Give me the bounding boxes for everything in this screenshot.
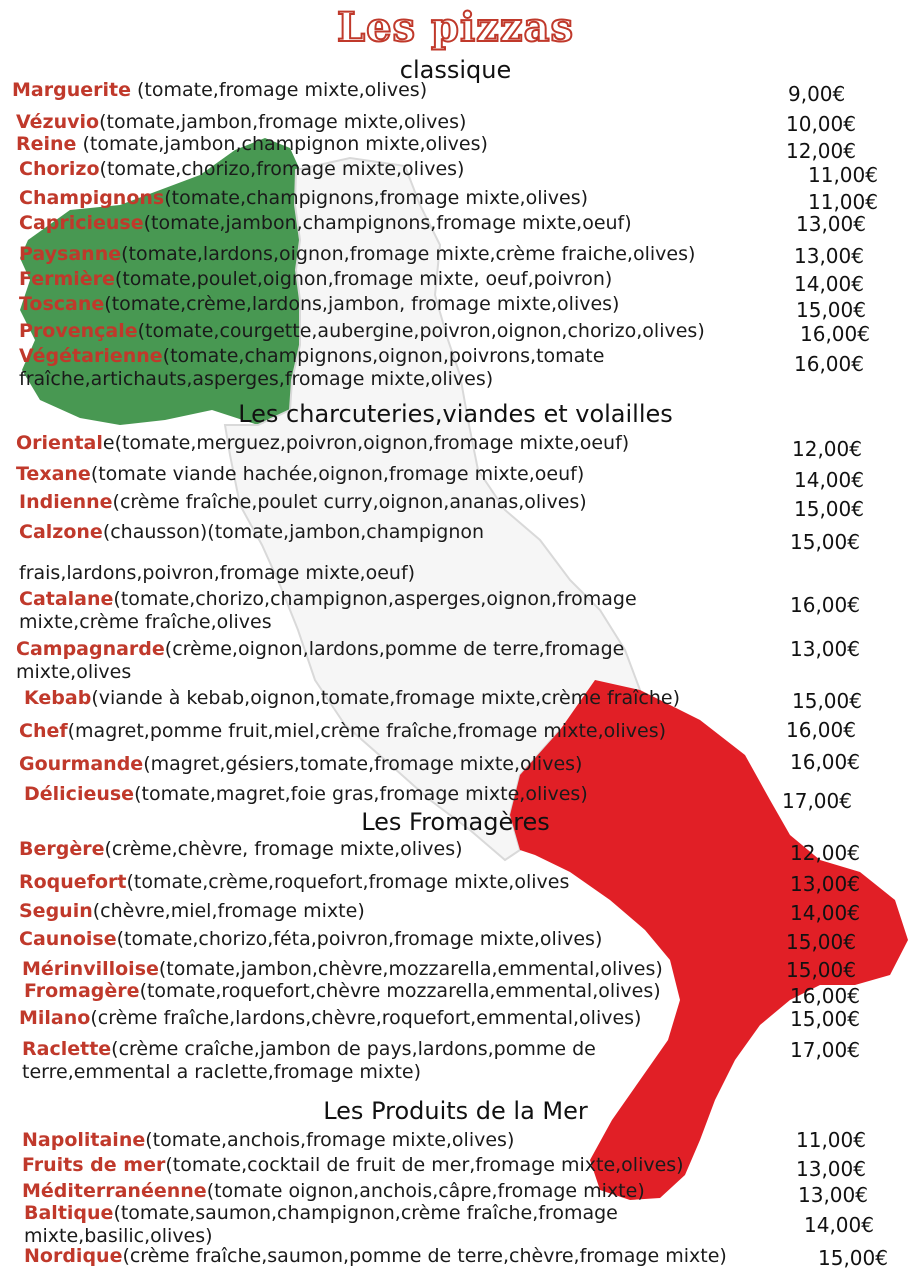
menu-item — [24, 980, 661, 1003]
pizza-name: Méditerranéenne — [22, 1180, 207, 1202]
pizza-price: 14,00€ — [790, 901, 860, 925]
menu-item — [19, 491, 587, 514]
pizza-name: Chef — [19, 720, 68, 742]
pizza-ingredients: (tomate,jambon,fromage mixte,olives) — [99, 111, 467, 133]
pizza-ingredients: (tomate,jambon,champignon mixte,olives) — [76, 133, 488, 155]
pizza-name: Végétarienne — [19, 345, 163, 367]
pizza-price: 14,00€ — [794, 468, 864, 492]
menu-item-line — [19, 720, 666, 743]
pizza-price: 15,00€ — [786, 930, 856, 954]
pizza-name: Caunoise — [19, 928, 117, 950]
menu-item-line — [19, 212, 632, 235]
pizza-price: 15,00€ — [818, 1246, 888, 1270]
menu-item-line — [24, 687, 680, 710]
menu-item-line — [19, 928, 602, 951]
menu-item — [24, 687, 680, 710]
menu-item — [24, 1245, 727, 1268]
pizza-name: Bergère — [19, 838, 105, 860]
menu-item — [19, 345, 604, 391]
pizza-price: 14,00€ — [804, 1213, 874, 1237]
pizza-ingredients-continued: mixte,crème fraîche,olives — [19, 611, 272, 633]
pizza-price: 17,00€ — [790, 1038, 860, 1062]
pizza-price: 13,00€ — [794, 244, 864, 268]
pizza-ingredients: (crème fraîche,poulet curry,oignon,ananas,olives) — [112, 491, 587, 513]
menu-item-line — [19, 753, 582, 776]
pizza-price: 13,00€ — [790, 872, 860, 896]
pizza-ingredients: (tomate,magret,foie gras,fromage mixte,olives) — [134, 783, 588, 805]
menu-item-line — [19, 900, 365, 923]
pizza-price: 11,00€ — [808, 163, 878, 187]
menu-item — [22, 958, 663, 981]
section-title: Les charcuteries,viandes et volailles — [238, 400, 673, 428]
pizza-price: 12,00€ — [792, 437, 862, 461]
menu-item — [22, 1038, 596, 1084]
pizza-price: 15,00€ — [790, 530, 860, 554]
pizza-price: 13,00€ — [796, 1157, 866, 1181]
page-title: Les pizzas — [336, 4, 575, 51]
pizza-name: Milano — [19, 1007, 91, 1029]
menu-item — [19, 268, 612, 291]
section-title: Les Produits de la Mer — [323, 1097, 588, 1125]
pizza-ingredients: (crème,oignon,lardons,pomme de terre,fromage — [164, 638, 625, 660]
menu-item-line — [24, 1202, 618, 1225]
pizza-price: 15,00€ — [794, 497, 864, 521]
menu-item-line — [19, 243, 695, 266]
menu-item — [19, 158, 464, 181]
menu-item — [19, 588, 637, 634]
pizza-name: Nordique — [24, 1245, 123, 1267]
pizza-price: 11,00€ — [796, 1128, 866, 1152]
pizza-ingredients: (tomate,crème,lardons,jambon, fromage mixte,olives) — [104, 293, 620, 315]
menu-item-line — [16, 111, 466, 134]
pizza-name: Fruits de mer — [22, 1154, 166, 1176]
pizza-name: Toscane — [19, 293, 105, 315]
menu-item — [22, 1154, 684, 1177]
pizza-ingredients-continued: frais,lardons,poivron,fromage mixte,oeuf) — [19, 562, 416, 584]
menu-item — [16, 432, 629, 455]
menu-item-line — [24, 980, 661, 1003]
pizza-ingredients-continued: fraîche,artichauts,asperges,fromage mixte,olives) — [19, 368, 494, 390]
pizza-ingredients-continued: mixte,olives — [16, 661, 132, 683]
pizza-price: 13,00€ — [790, 637, 860, 661]
pizza-price: 17,00€ — [782, 789, 852, 813]
menu-item — [22, 1129, 514, 1152]
menu-item — [19, 720, 666, 743]
pizza-ingredients: (tomate,crème,roquefort,fromage mixte,olives — [126, 871, 570, 893]
menu-item-line — [16, 638, 624, 661]
menu-item — [19, 212, 632, 235]
menu-item-line — [22, 1038, 596, 1061]
pizza-ingredients: (tomate,poulet,oignon,fromage mixte, oeuf,poivron) — [114, 268, 613, 290]
menu-item — [19, 293, 619, 316]
pizza-price: 11,00€ — [808, 190, 878, 214]
pizza-ingredients: (tomate,jambon,champignons,fromage mixte,oeuf) — [143, 212, 632, 234]
pizza-price: 16,00€ — [790, 750, 860, 774]
menu-item-line — [22, 1129, 514, 1152]
menu-item — [16, 463, 584, 486]
menu-item — [16, 111, 466, 134]
menu-item — [16, 638, 624, 684]
pizza-name: Roquefort — [19, 871, 127, 893]
menu-item-line — [19, 320, 705, 343]
pizza-price: 16,00€ — [794, 352, 864, 376]
menu-item-line — [19, 1007, 641, 1030]
pizza-ingredients: (tomate oignon,anchois,câpre,fromage mixte) — [206, 1180, 645, 1202]
pizza-ingredients: (tomate,cocktail de fruit de mer,fromage mixte,olives) — [165, 1154, 684, 1176]
menu-item-line — [22, 1180, 645, 1203]
pizza-ingredients: (tomate,champignons,fromage mixte,olives) — [164, 187, 589, 209]
pizza-ingredients: (tomate,roquefort,chèvre mozzarella,emmental,olives) — [139, 980, 661, 1002]
pizza-ingredients: (tomate,jambon,chèvre,mozzarella,emmental,olives) — [158, 958, 663, 980]
menu-item-line — [19, 521, 484, 544]
pizza-ingredients: (crème,chèvre, fromage mixte,olives) — [104, 838, 463, 860]
menu-item — [24, 1202, 618, 1248]
menu-item — [19, 900, 365, 923]
section-title: Les Fromagères — [361, 808, 550, 836]
pizza-ingredients-continued: terre,emmental a raclette,fromage mixte) — [22, 1061, 421, 1083]
pizza-ingredients: (chèvre,miel,fromage mixte) — [92, 900, 365, 922]
menu-item-line — [19, 293, 619, 316]
pizza-name: Napolitaine — [22, 1129, 146, 1151]
pizza-ingredients: (tomate viande hachée,oignon,fromage mixte,oeuf) — [90, 463, 585, 485]
pizza-name: Fermière — [19, 268, 115, 290]
pizza-name: Mérinvilloise — [22, 958, 159, 980]
menu-item-line — [16, 432, 629, 455]
pizza-name: Indienne — [19, 491, 113, 513]
menu-item — [19, 1007, 641, 1030]
menu-item-line — [19, 268, 612, 291]
menu-item-line — [19, 491, 587, 514]
menu-item-line — [19, 345, 604, 368]
menu-item-line — [16, 463, 584, 486]
pizza-ingredients: (tomate,chorizo,féta,poivron,fromage mixte,olives) — [116, 928, 603, 950]
pizza-ingredients: (crème craîche,jambon de pays,lardons,pomme de — [111, 1038, 596, 1060]
pizza-price: 13,00€ — [796, 212, 866, 236]
pizza-name: Vézuvio — [16, 111, 100, 133]
menu-item — [19, 753, 582, 776]
menu-item-line — [24, 783, 588, 806]
pizza-price: 13,00€ — [798, 1183, 868, 1207]
pizza-price: 16,00€ — [800, 322, 870, 346]
pizza-name: Marguerite — [12, 79, 131, 101]
menu-item-line — [19, 588, 637, 611]
pizza-price: 9,00€ — [788, 82, 846, 106]
pizza-ingredients: e(tomate,merguez,poivron,oignon,fromage mixte,oeuf) — [102, 432, 630, 454]
menu-item-line — [22, 958, 663, 981]
pizza-name: Champignons — [19, 187, 165, 209]
pizza-price: 16,00€ — [790, 593, 860, 617]
pizza-ingredients: (tomate,champignons,oignon,poivrons,tomate — [162, 345, 605, 367]
pizza-ingredients: (chausson)(tomate,jambon,champignon — [102, 521, 485, 543]
pizza-name: Baltique — [24, 1202, 114, 1224]
menu-item-line — [19, 187, 588, 210]
pizza-name: Kebab — [24, 687, 92, 709]
pizza-ingredients: (viande à kebab,oignon,tomate,fromage mixte,crème fraîche) — [91, 687, 680, 709]
pizza-name: Capricieuse — [19, 212, 144, 234]
section-title: classique — [399, 56, 512, 84]
pizza-price: 16,00€ — [790, 984, 860, 1008]
pizza-price: 12,00€ — [786, 139, 856, 163]
pizza-name: Oriental — [16, 432, 103, 454]
pizza-ingredients: (crème fraîche,saumon,pomme de terre,chèvre,fromage mixte) — [122, 1245, 727, 1267]
pizza-ingredients: (tomate,fromage mixte,olives) — [130, 79, 428, 101]
pizza-price: 15,00€ — [786, 958, 856, 982]
pizza-name: Provençale — [19, 320, 138, 342]
menu-item — [22, 1180, 645, 1203]
pizza-price: 16,00€ — [786, 718, 856, 742]
pizza-ingredients: (crème fraîche,lardons,chèvre,roquefort,emmental,olives) — [90, 1007, 642, 1029]
menu-item — [24, 783, 588, 806]
menu-item-line — [19, 158, 464, 181]
menu-item — [19, 320, 705, 343]
pizza-price: 10,00€ — [786, 112, 856, 136]
menu-item — [19, 521, 484, 585]
pizza-price: 15,00€ — [796, 298, 866, 322]
pizza-ingredients: (tomate,courgette,aubergine,poivron,oignon,chorizo,olives) — [137, 320, 705, 342]
menu-item — [19, 243, 695, 266]
pizza-ingredients: (magret,gésiers,tomate,fromage mixte,olives) — [143, 753, 583, 775]
pizza-name: Raclette — [22, 1038, 112, 1060]
menu-item-line — [19, 871, 569, 894]
menu-item-line — [12, 79, 427, 102]
pizza-price: 12,00€ — [790, 841, 860, 865]
pizza-price: 15,00€ — [792, 689, 862, 713]
menu-item — [19, 871, 569, 894]
pizza-name: Calzone — [19, 521, 103, 543]
pizza-name: Chorizo — [19, 158, 100, 180]
pizza-price: 15,00€ — [790, 1007, 860, 1031]
pizza-name: Délicieuse — [24, 783, 135, 805]
pizza-name: Paysanne — [19, 243, 122, 265]
pizza-name: Campagnarde — [16, 638, 165, 660]
menu-item-line — [19, 838, 463, 861]
pizza-ingredients: (tomate,saumon,champignon,crème fraîche,fromage — [113, 1202, 618, 1224]
pizza-name: Catalane — [19, 588, 114, 610]
menu-item — [19, 928, 602, 951]
menu-item-line — [24, 1245, 727, 1268]
menu-item — [19, 187, 588, 210]
menu-item — [12, 79, 427, 102]
pizza-ingredients: (tomate,chorizo,champignon,asperges,oignon,fromage — [113, 588, 637, 610]
pizza-ingredients-continued: mixte,basilic,olives) — [24, 1225, 213, 1247]
menu-item — [16, 133, 488, 156]
pizza-ingredients: (tomate,chorizo,fromage mixte,olives) — [99, 158, 465, 180]
pizza-name: Texane — [16, 463, 91, 485]
menu-item-line — [22, 1154, 684, 1177]
menu-item — [19, 838, 463, 861]
pizza-name: Fromagère — [24, 980, 140, 1002]
menu-item-line — [16, 133, 488, 156]
pizza-name: Gourmande — [19, 753, 144, 775]
pizza-ingredients: (tomate,lardons,oignon,fromage mixte,crème fraiche,olives) — [121, 243, 696, 265]
pizza-name: Reine — [16, 133, 77, 155]
pizza-ingredients: (tomate,anchois,fromage mixte,olives) — [145, 1129, 515, 1151]
pizza-ingredients: (magret,pomme fruit,miel,crème fraîche,fromage mixte,olives) — [67, 720, 667, 742]
pizza-price: 14,00€ — [794, 272, 864, 296]
pizza-name: Seguin — [19, 900, 93, 922]
